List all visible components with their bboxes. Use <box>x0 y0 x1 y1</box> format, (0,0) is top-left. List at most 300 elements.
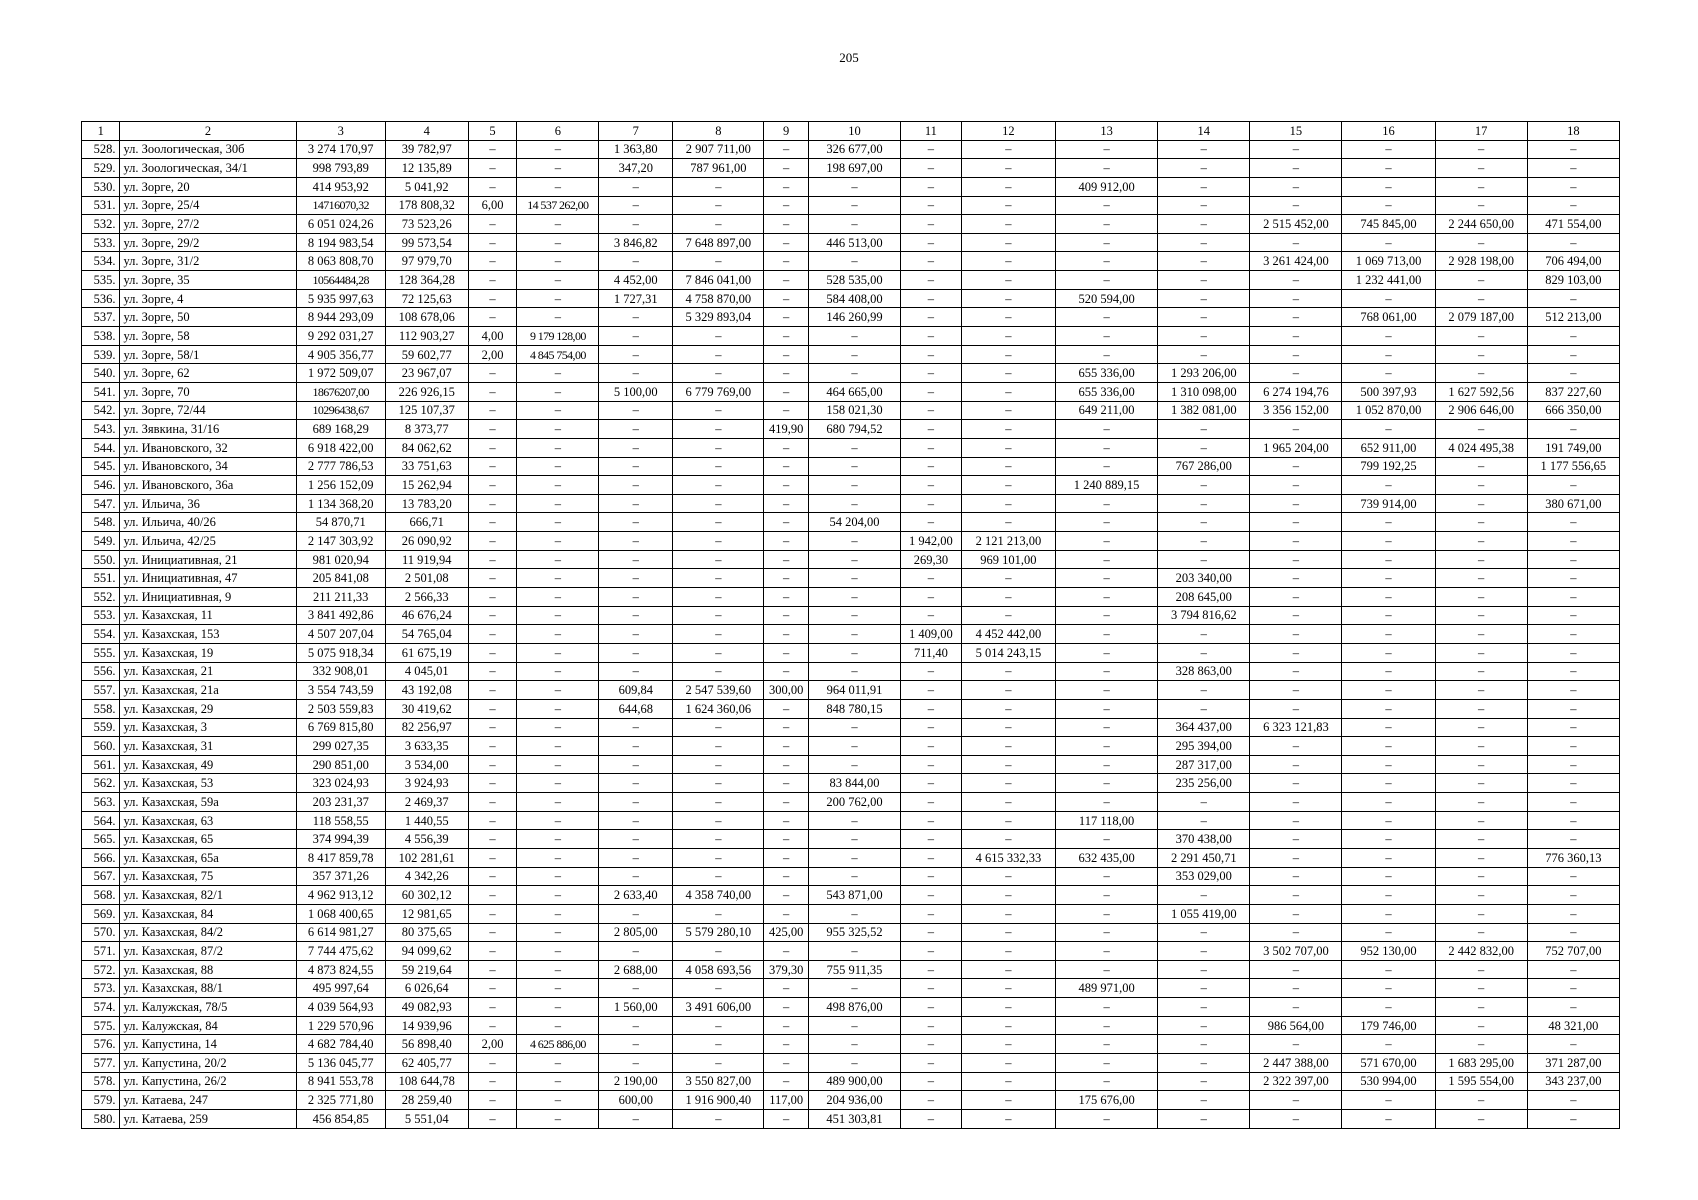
value-cell: – <box>1055 532 1157 551</box>
address-cell: ул. Казахская, 21 <box>120 662 296 681</box>
address-cell: ул. Казахская, 75 <box>120 867 296 886</box>
value-cell: – <box>764 755 809 774</box>
value-cell: 520 594,00 <box>1055 289 1157 308</box>
value-cell: – <box>1342 793 1435 812</box>
value-cell: – <box>1055 196 1157 215</box>
value-cell: – <box>764 737 809 756</box>
address-cell: ул. Ивановского, 36а <box>120 476 296 495</box>
value-cell: – <box>1342 140 1435 159</box>
value-cell: – <box>764 942 809 961</box>
value-cell: 952 130,00 <box>1342 942 1435 961</box>
value-cell: 1 627 592,56 <box>1435 382 1527 401</box>
value-cell: – <box>517 588 599 607</box>
value-cell: – <box>517 271 599 290</box>
value-cell: – <box>673 1054 764 1073</box>
address-cell: ул. Зоологическая, 30б <box>120 140 296 159</box>
value-cell: – <box>901 345 962 364</box>
value-cell: 680 794,52 <box>808 420 900 439</box>
address-cell: ул. Казахская, 21а <box>120 681 296 700</box>
value-cell: – <box>1435 606 1527 625</box>
value-cell: – <box>1342 718 1435 737</box>
value-cell: – <box>764 1109 809 1128</box>
value-cell: – <box>961 1109 1055 1128</box>
table-row <box>82 923 1620 942</box>
value-cell: 1 177 556,65 <box>1527 457 1619 476</box>
value-cell: 99 573,54 <box>385 233 468 252</box>
value-cell: – <box>808 438 900 457</box>
value-cell: 26 090,92 <box>385 532 468 551</box>
value-cell: – <box>961 289 1055 308</box>
column-number-cell: 3 <box>296 122 385 141</box>
value-cell: – <box>808 345 900 364</box>
value-cell: – <box>468 662 517 681</box>
value-cell: – <box>1158 998 1250 1017</box>
column-number-cell: 5 <box>468 122 517 141</box>
value-cell: – <box>961 345 1055 364</box>
value-cell: 1 409,00 <box>901 625 962 644</box>
column-number-cell: 2 <box>120 122 296 141</box>
value-cell: – <box>517 867 599 886</box>
value-cell: 1 232 441,00 <box>1342 271 1435 290</box>
value-cell: 10296438,67 <box>296 401 385 420</box>
value-cell: – <box>808 177 900 196</box>
value-cell: 118 558,55 <box>296 811 385 830</box>
value-cell: – <box>468 718 517 737</box>
value-cell: – <box>901 811 962 830</box>
value-cell: – <box>1527 289 1619 308</box>
table-row <box>82 886 1620 905</box>
value-cell: – <box>961 1054 1055 1073</box>
value-cell: – <box>961 793 1055 812</box>
address-cell: ул. Ильича, 42/25 <box>120 532 296 551</box>
value-cell: 28 259,40 <box>385 1091 468 1110</box>
value-cell: – <box>1250 196 1342 215</box>
value-cell: 9 292 031,27 <box>296 327 385 346</box>
value-cell: 4 905 356,77 <box>296 345 385 364</box>
value-cell: – <box>901 476 962 495</box>
value-cell: 1 965 204,00 <box>1250 438 1342 457</box>
value-cell: – <box>1250 1035 1342 1054</box>
row-number-cell: 537. <box>82 308 120 327</box>
table-row <box>82 755 1620 774</box>
value-cell: 23 967,07 <box>385 364 468 383</box>
value-cell: 83 844,00 <box>808 774 900 793</box>
value-cell: 2 442 832,00 <box>1435 942 1527 961</box>
address-cell: ул. Катаева, 247 <box>120 1091 296 1110</box>
value-cell: – <box>961 1091 1055 1110</box>
value-cell: – <box>764 662 809 681</box>
value-cell: – <box>1527 886 1619 905</box>
value-cell: – <box>468 1091 517 1110</box>
value-cell: 1 595 554,00 <box>1435 1072 1527 1091</box>
value-cell: – <box>764 606 809 625</box>
value-cell: – <box>599 1054 673 1073</box>
value-cell: – <box>1527 904 1619 923</box>
value-cell: 4 758 870,00 <box>673 289 764 308</box>
value-cell: – <box>1527 159 1619 178</box>
value-cell: 2 291 450,71 <box>1158 848 1250 867</box>
value-cell: – <box>1342 606 1435 625</box>
value-cell: 48 321,00 <box>1527 1016 1619 1035</box>
value-cell: – <box>1435 364 1527 383</box>
value-cell: 752 707,00 <box>1527 942 1619 961</box>
address-cell: ул. Ильича, 40/26 <box>120 513 296 532</box>
row-number-cell: 529. <box>82 159 120 178</box>
value-cell: – <box>468 364 517 383</box>
table-row <box>82 476 1620 495</box>
value-cell: 571 670,00 <box>1342 1054 1435 1073</box>
value-cell: – <box>468 476 517 495</box>
value-cell: – <box>1527 606 1619 625</box>
value-cell: – <box>517 215 599 234</box>
value-cell: – <box>1055 1035 1157 1054</box>
value-cell: – <box>599 345 673 364</box>
value-cell: 191 749,00 <box>1527 438 1619 457</box>
address-cell: ул. Зорге, 20 <box>120 177 296 196</box>
value-cell: – <box>1435 886 1527 905</box>
value-cell: 2 566,33 <box>385 588 468 607</box>
value-cell: – <box>961 327 1055 346</box>
value-cell: – <box>1055 1016 1157 1035</box>
value-cell: 46 676,24 <box>385 606 468 625</box>
value-cell: – <box>961 681 1055 700</box>
value-cell: – <box>1435 532 1527 551</box>
value-cell: – <box>808 588 900 607</box>
value-cell: 498 876,00 <box>808 998 900 1017</box>
value-cell: 5 579 280,10 <box>673 923 764 942</box>
value-cell: – <box>1527 662 1619 681</box>
value-cell: – <box>764 177 809 196</box>
value-cell: – <box>1527 1091 1619 1110</box>
value-cell: – <box>517 364 599 383</box>
value-cell: – <box>599 830 673 849</box>
value-cell: – <box>1435 699 1527 718</box>
value-cell: – <box>1250 513 1342 532</box>
value-cell: – <box>808 662 900 681</box>
value-cell: – <box>1527 755 1619 774</box>
value-cell: 500 397,93 <box>1342 382 1435 401</box>
value-cell: 14 537 262,00 <box>517 196 599 215</box>
table-row <box>82 1109 1620 1128</box>
value-cell: 146 260,99 <box>808 308 900 327</box>
column-number-cell: 7 <box>599 122 673 141</box>
value-cell: 204 936,00 <box>808 1091 900 1110</box>
row-number-cell: 550. <box>82 550 120 569</box>
value-cell: – <box>808 755 900 774</box>
value-cell: – <box>1342 159 1435 178</box>
value-cell: – <box>961 196 1055 215</box>
value-cell: – <box>1250 420 1342 439</box>
value-cell: – <box>1527 476 1619 495</box>
value-cell: – <box>1342 979 1435 998</box>
page-number: 205 <box>839 50 859 65</box>
value-cell: – <box>1527 177 1619 196</box>
column-number-cell: 17 <box>1435 122 1527 141</box>
value-cell: – <box>468 159 517 178</box>
value-cell: 829 103,00 <box>1527 271 1619 290</box>
value-cell: – <box>673 550 764 569</box>
value-cell: – <box>1527 699 1619 718</box>
value-cell: – <box>1342 532 1435 551</box>
value-cell: – <box>901 1072 962 1091</box>
value-cell: – <box>517 438 599 457</box>
value-cell: – <box>1527 998 1619 1017</box>
value-cell: – <box>1250 904 1342 923</box>
value-cell: 2 907 711,00 <box>673 140 764 159</box>
value-cell: – <box>901 1016 962 1035</box>
value-cell: – <box>764 569 809 588</box>
value-cell: – <box>517 923 599 942</box>
value-cell: 2 121 213,00 <box>961 532 1055 551</box>
value-cell: 370 438,00 <box>1158 830 1250 849</box>
value-cell: 848 780,15 <box>808 699 900 718</box>
value-cell: – <box>961 904 1055 923</box>
value-cell: – <box>517 774 599 793</box>
value-cell: – <box>808 979 900 998</box>
value-cell: – <box>764 811 809 830</box>
value-cell: 4 452 442,00 <box>961 625 1055 644</box>
value-cell: – <box>1435 550 1527 569</box>
value-cell: – <box>1250 550 1342 569</box>
value-cell: 200 762,00 <box>808 793 900 812</box>
value-cell: 609,84 <box>599 681 673 700</box>
value-cell: 998 793,89 <box>296 159 385 178</box>
value-cell: 54 204,00 <box>808 513 900 532</box>
value-cell: – <box>961 662 1055 681</box>
value-cell: – <box>1342 998 1435 1017</box>
address-cell: ул. Зорге, 58/1 <box>120 345 296 364</box>
value-cell: – <box>673 904 764 923</box>
value-cell: – <box>901 793 962 812</box>
row-number-cell: 567. <box>82 867 120 886</box>
value-cell: – <box>808 848 900 867</box>
value-cell: – <box>1250 923 1342 942</box>
value-cell: – <box>1250 569 1342 588</box>
value-cell: – <box>1055 867 1157 886</box>
address-cell: ул. Капустина, 26/2 <box>120 1072 296 1091</box>
value-cell: 2 688,00 <box>599 960 673 979</box>
value-cell: – <box>764 867 809 886</box>
value-cell: 2 147 303,92 <box>296 532 385 551</box>
address-cell: ул. Казахская, 53 <box>120 774 296 793</box>
value-cell: – <box>468 532 517 551</box>
value-cell: – <box>901 513 962 532</box>
value-cell: – <box>1342 364 1435 383</box>
value-cell: – <box>1055 140 1157 159</box>
value-cell: 33 751,63 <box>385 457 468 476</box>
value-cell: – <box>1055 699 1157 718</box>
row-number-cell: 561. <box>82 755 120 774</box>
value-cell: – <box>764 196 809 215</box>
value-cell: – <box>1342 830 1435 849</box>
value-cell: – <box>1527 979 1619 998</box>
table-row <box>82 215 1620 234</box>
value-cell: – <box>1055 159 1157 178</box>
value-cell: – <box>517 140 599 159</box>
address-cell: ул. Капустина, 20/2 <box>120 1054 296 1073</box>
value-cell: 4 024 495,38 <box>1435 438 1527 457</box>
table-row <box>82 1016 1620 1035</box>
value-cell: 2 633,40 <box>599 886 673 905</box>
value-cell: 2,00 <box>468 1035 517 1054</box>
value-cell: – <box>1158 345 1250 364</box>
value-cell: 117 118,00 <box>1055 811 1157 830</box>
value-cell: 8 944 293,09 <box>296 308 385 327</box>
value-cell: – <box>901 886 962 905</box>
value-cell: – <box>1342 699 1435 718</box>
value-cell: 3 534,00 <box>385 755 468 774</box>
table-row <box>82 681 1620 700</box>
value-cell: – <box>764 271 809 290</box>
value-cell: – <box>673 942 764 961</box>
address-cell: ул. Ивановского, 32 <box>120 438 296 457</box>
value-cell: – <box>673 457 764 476</box>
value-cell: – <box>1055 252 1157 271</box>
value-cell: – <box>961 867 1055 886</box>
value-cell: 353 029,00 <box>1158 867 1250 886</box>
value-cell: – <box>1250 867 1342 886</box>
row-number-cell: 531. <box>82 196 120 215</box>
table-row <box>82 159 1620 178</box>
value-cell: – <box>673 494 764 513</box>
table-row <box>82 904 1620 923</box>
value-cell: – <box>599 476 673 495</box>
value-cell: – <box>599 569 673 588</box>
value-cell: – <box>1250 345 1342 364</box>
address-cell: ул. Казахская, 88/1 <box>120 979 296 998</box>
value-cell: – <box>1435 643 1527 662</box>
value-cell: – <box>1250 643 1342 662</box>
value-cell: – <box>961 308 1055 327</box>
value-cell: – <box>901 177 962 196</box>
row-number-cell: 558. <box>82 699 120 718</box>
value-cell: 6 779 769,00 <box>673 382 764 401</box>
value-cell: – <box>1527 364 1619 383</box>
value-cell: 226 926,15 <box>385 382 468 401</box>
value-cell: – <box>1055 420 1157 439</box>
table-row <box>82 979 1620 998</box>
value-cell: 2 325 771,80 <box>296 1091 385 1110</box>
value-cell: – <box>599 811 673 830</box>
value-cell: 5 935 997,63 <box>296 289 385 308</box>
value-cell: 8 063 808,70 <box>296 252 385 271</box>
table-row <box>82 252 1620 271</box>
value-cell: – <box>901 662 962 681</box>
value-cell: 666,71 <box>385 513 468 532</box>
value-cell: – <box>468 923 517 942</box>
value-cell: – <box>468 699 517 718</box>
value-cell: – <box>599 606 673 625</box>
value-cell: 689 168,29 <box>296 420 385 439</box>
value-cell: – <box>1342 177 1435 196</box>
row-number-cell: 548. <box>82 513 120 532</box>
value-cell: 323 024,93 <box>296 774 385 793</box>
row-number-cell: 528. <box>82 140 120 159</box>
value-cell: – <box>599 942 673 961</box>
value-cell: – <box>599 215 673 234</box>
value-cell: 600,00 <box>599 1091 673 1110</box>
value-cell: – <box>1158 979 1250 998</box>
table-row <box>82 625 1620 644</box>
value-cell: – <box>468 1109 517 1128</box>
row-number-cell: 553. <box>82 606 120 625</box>
value-cell: – <box>1158 1072 1250 1091</box>
row-number-cell: 571. <box>82 942 120 961</box>
value-cell: – <box>764 979 809 998</box>
value-cell: – <box>764 830 809 849</box>
value-cell: 203 231,37 <box>296 793 385 812</box>
value-cell: – <box>1250 848 1342 867</box>
value-cell: – <box>1342 662 1435 681</box>
value-cell: – <box>599 718 673 737</box>
value-cell: – <box>673 252 764 271</box>
value-cell: – <box>1435 233 1527 252</box>
value-cell: 380 671,00 <box>1527 494 1619 513</box>
value-cell: – <box>764 513 809 532</box>
value-cell: – <box>1158 233 1250 252</box>
value-cell: – <box>468 774 517 793</box>
value-cell: – <box>1527 811 1619 830</box>
value-cell: – <box>961 382 1055 401</box>
value-cell: – <box>1435 904 1527 923</box>
value-cell: 379,30 <box>764 960 809 979</box>
value-cell: – <box>517 1072 599 1091</box>
row-number-cell: 569. <box>82 904 120 923</box>
value-cell: – <box>1250 476 1342 495</box>
value-cell: – <box>961 140 1055 159</box>
value-cell: 59 602,77 <box>385 345 468 364</box>
value-cell: – <box>1250 960 1342 979</box>
value-cell: – <box>1342 196 1435 215</box>
address-cell: ул. Казахская, 3 <box>120 718 296 737</box>
value-cell: – <box>517 737 599 756</box>
value-cell: – <box>1055 774 1157 793</box>
value-cell: – <box>517 979 599 998</box>
value-cell: – <box>1342 289 1435 308</box>
value-cell: – <box>673 793 764 812</box>
value-cell: – <box>1250 1109 1342 1128</box>
row-number-cell: 559. <box>82 718 120 737</box>
value-cell: – <box>1250 532 1342 551</box>
value-cell: 80 375,65 <box>385 923 468 942</box>
value-cell: – <box>468 606 517 625</box>
value-cell: – <box>764 215 809 234</box>
value-cell: – <box>764 1035 809 1054</box>
column-number-cell: 10 <box>808 122 900 141</box>
row-number-cell: 547. <box>82 494 120 513</box>
value-cell: – <box>1435 755 1527 774</box>
value-cell: 1 256 152,09 <box>296 476 385 495</box>
value-cell: 1 683 295,00 <box>1435 1054 1527 1073</box>
value-cell: – <box>764 1054 809 1073</box>
value-cell: – <box>1158 159 1250 178</box>
value-cell: – <box>599 532 673 551</box>
table-row <box>82 606 1620 625</box>
value-cell: – <box>808 1054 900 1073</box>
value-cell: – <box>468 811 517 830</box>
value-cell: 59 219,64 <box>385 960 468 979</box>
value-cell: 54 765,04 <box>385 625 468 644</box>
value-cell: 632 435,00 <box>1055 848 1157 867</box>
value-cell: – <box>599 867 673 886</box>
value-cell: – <box>599 401 673 420</box>
value-cell: 14 939,96 <box>385 1016 468 1035</box>
row-number-cell: 535. <box>82 271 120 290</box>
value-cell: 49 082,93 <box>385 998 468 1017</box>
address-cell: ул. Казахская, 65 <box>120 830 296 849</box>
value-cell: – <box>1435 1035 1527 1054</box>
value-cell: – <box>468 588 517 607</box>
